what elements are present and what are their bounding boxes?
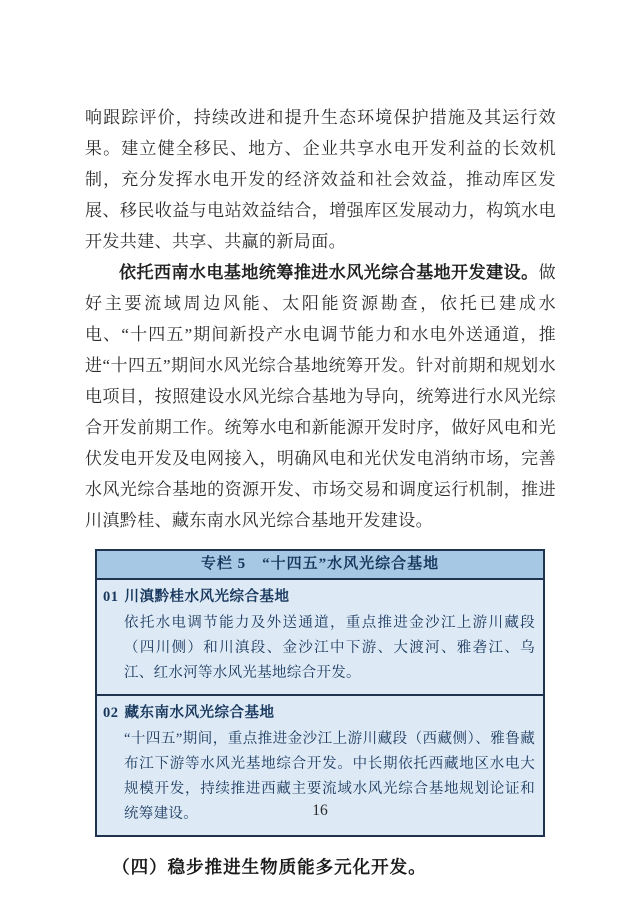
paragraph-body-text: 做好主要流域周边风能、太阳能资源勘查，依托已建成水电、“十四五”期间新投产水电调节能力和水电外送通道，推进“十四五”期间水风光综合基地统筹开发。针对前期和规划水电项目，按照建设水风光综合基地为导向，统筹进行水风光综合开发前期工作。统筹水电和新能源开发时序，做好风电和光伏发电开发及电网接入，明确风电和光伏发电消纳市场，完善水风光综合基地的资源开发、市场交易和调度运行机制，推进川滇黔桂、藏东南水风光综合基地开发建设。	[85, 263, 556, 530]
box-item-1	[97, 580, 543, 694]
box-item-2-heading	[103, 702, 535, 725]
box-item-2-body: “十四五”期间，重点推进金沙江上游川藏段（西藏侧）、雅鲁藏布江下游等水风光基地综合开发。中长期依托西藏地区水电大规模开发，持续推进西藏主要流域水风光综合基地规划论证和统筹建设。	[124, 731, 535, 822]
paragraph-hydropower-benefits: 响跟踪评价，持续改进和提升生态环境保护措施及其运行效果。建立健全移民、地方、企业共享水电开发利益的长效机制，充分发挥水电开发的经济效益和社会效益，推动库区发展、移民收益与电站效益结合，增强库区发展动力，构筑水电开发共建、共享、共赢的新局面。	[85, 108, 556, 251]
box-item-1-title: 川滇黔桂水风光综合基地	[124, 589, 290, 605]
section-heading-biomass: （四）稳步推进生物质能多元化开发。	[112, 857, 427, 877]
box-item-2-number: 02	[103, 705, 119, 721]
box-item-1-number: 01	[103, 589, 119, 605]
feature-box-column5	[95, 549, 545, 837]
box-item-1-heading	[103, 586, 535, 609]
paragraph-lead-sentence: 依托西南水电基地统筹推进水风光综合基地开发建设。	[119, 263, 539, 282]
feature-box-title: 专栏 5 “十四五”水风光综合基地	[97, 551, 543, 580]
page-content	[85, 102, 556, 880]
box-item-1-body: 依托水电调节能力及外送通道，重点推进金沙江上游川藏段（四川侧）和川滇段、金沙江中下游、大渡河、雅砻江、乌江、红水河等水风光基地综合开发。	[124, 615, 535, 681]
page-number: 16	[312, 802, 328, 819]
box-item-2-title: 藏东南水风光综合基地	[124, 705, 275, 721]
paragraph-wind-solar-bases	[85, 257, 556, 536]
